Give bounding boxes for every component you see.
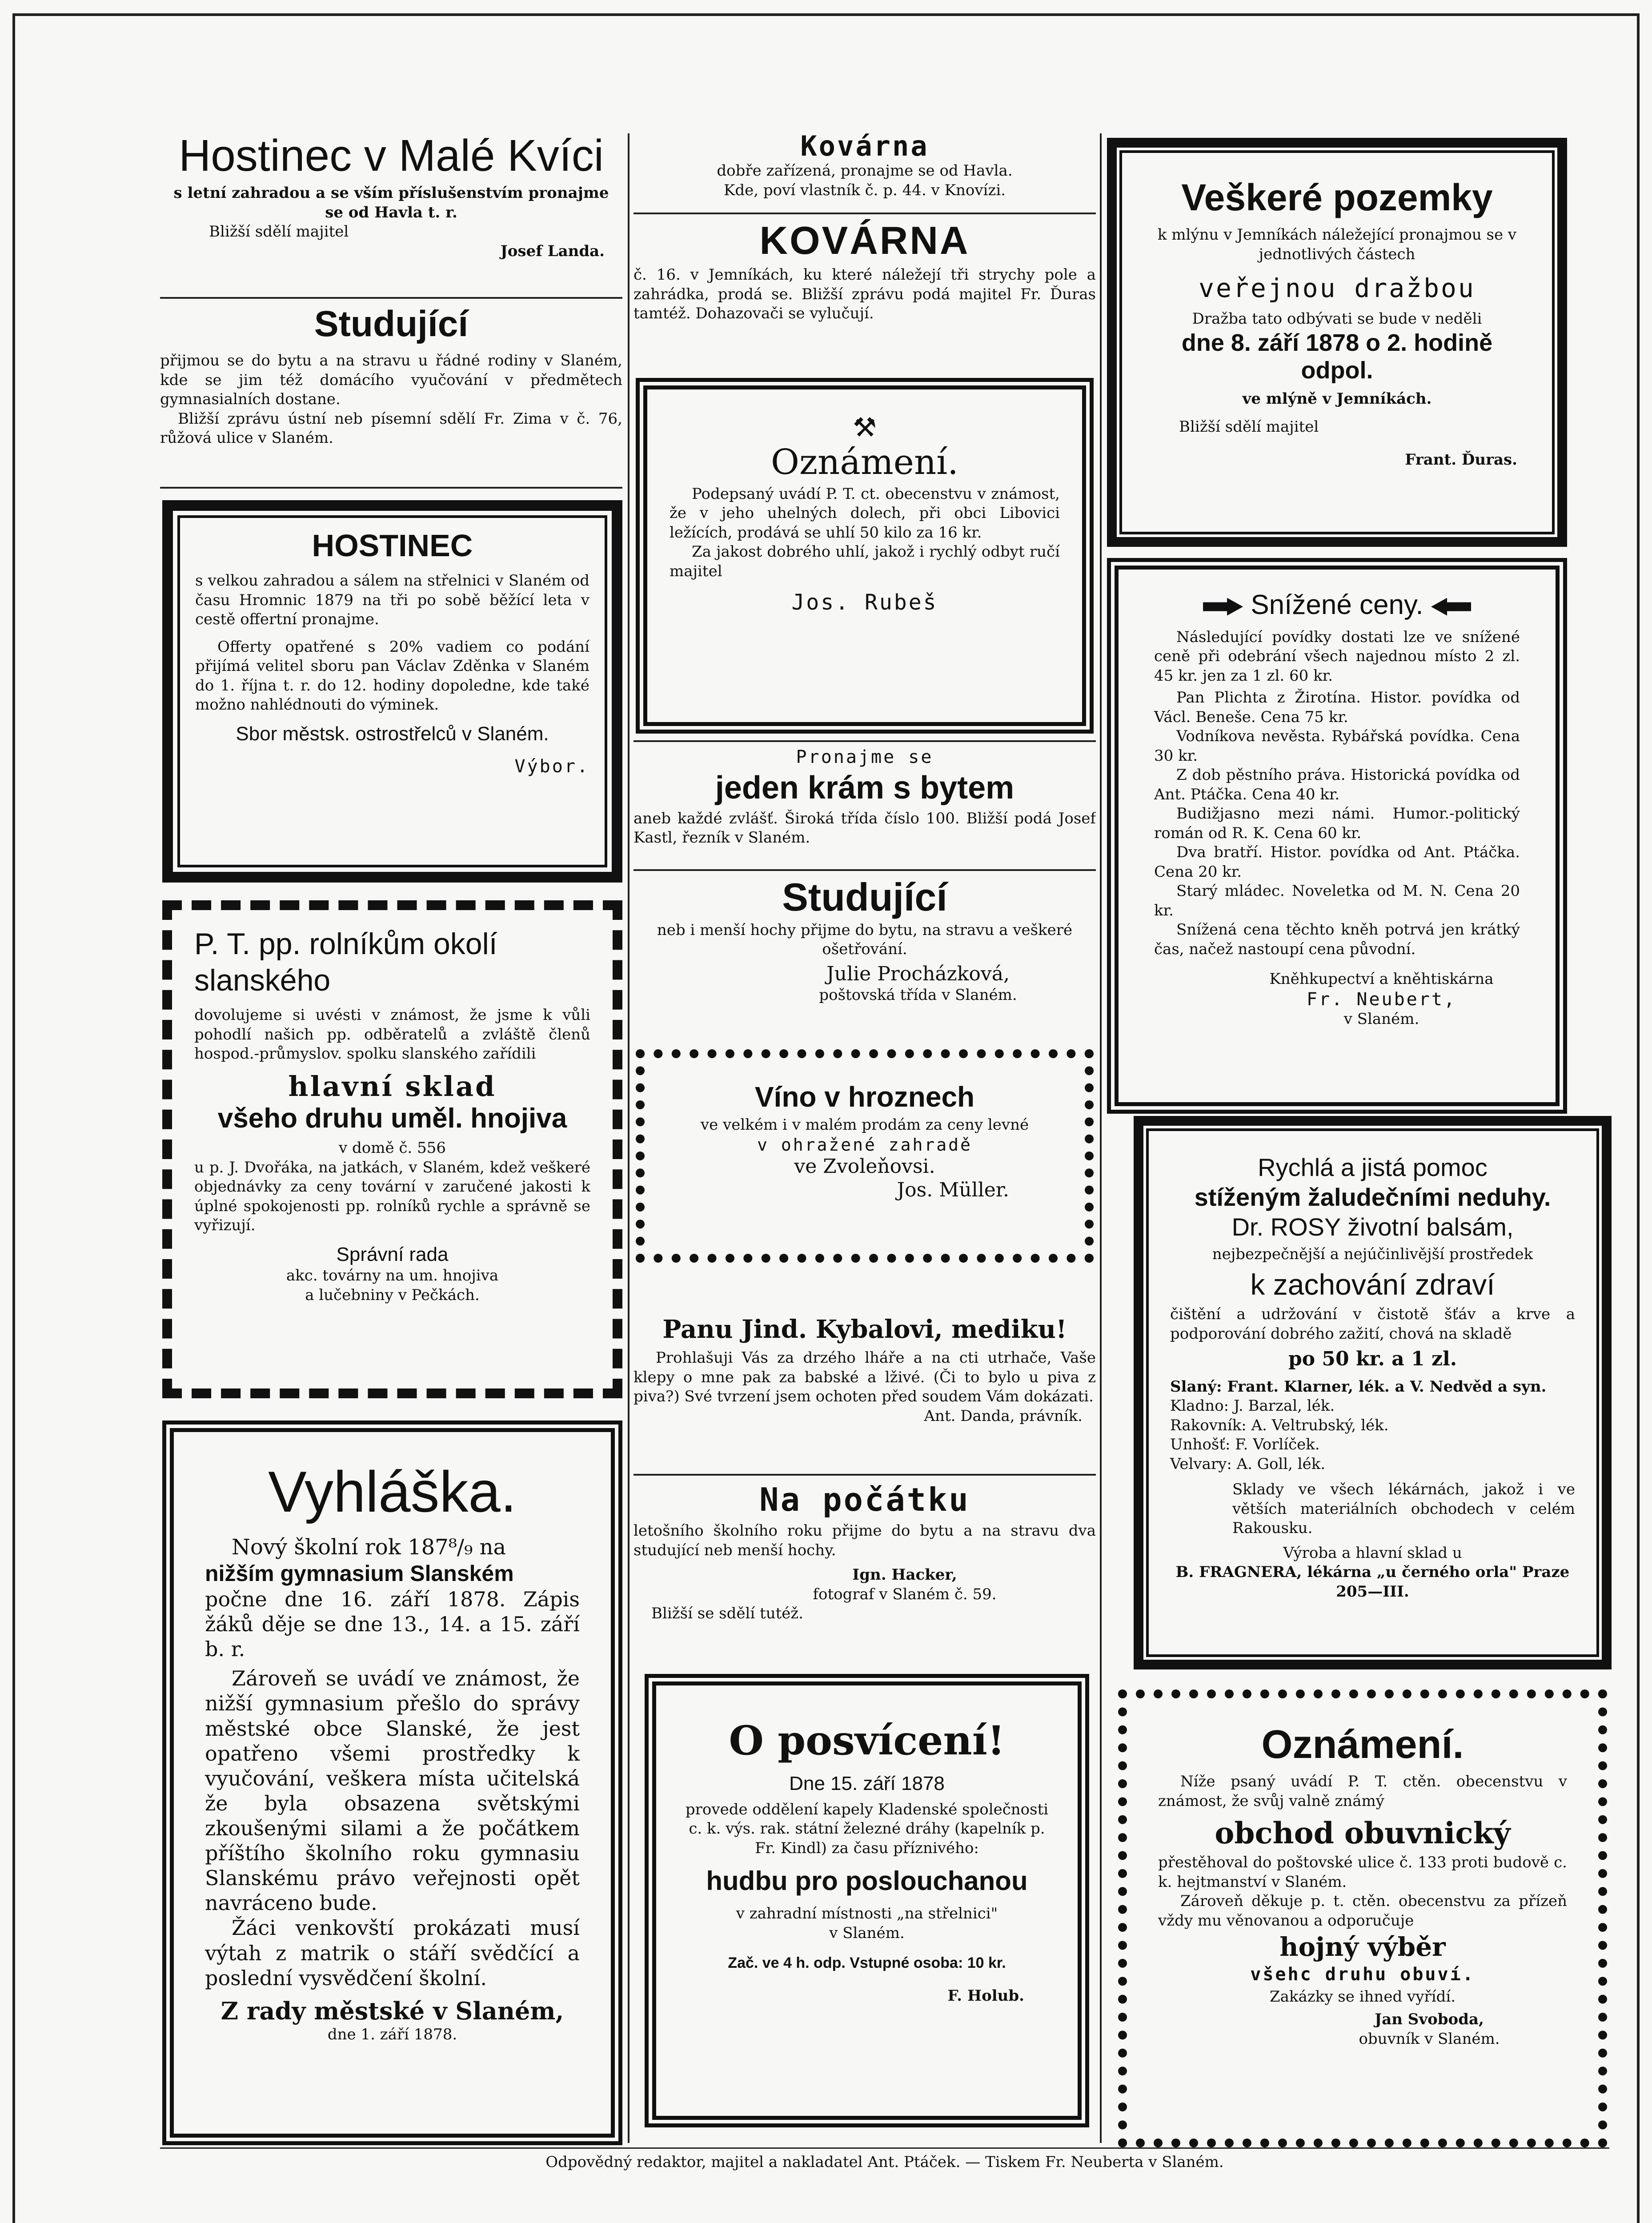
- ad-text: Následující povídky dostati lze ve snížené ceně při odebrání všech najednou místo 2 zl. 45 kr. jen za 1 zl. 60 kr.: [1154, 628, 1520, 685]
- ad-signature: Frant. Ďuras.: [1405, 450, 1517, 469]
- column-rule-2: [1100, 133, 1102, 2143]
- ad-title: Kovárna: [800, 131, 929, 162]
- ad-signature: Výbor.: [514, 756, 589, 777]
- depot-item: Velvary: A. Goll, lék.: [1170, 1455, 1326, 1473]
- ad-text: k mlýnu v Jemníkách náležející pronajmou se v jednotlivých částech: [1157, 226, 1517, 263]
- divider: [160, 297, 622, 299]
- ad-title: stíženým žaludečními neduhy.: [1194, 1183, 1551, 1212]
- ad-text: aneb každé zvlášť. Široká třída číslo 100. Bližší podá Josef Kastl, řezník v Slaném.: [634, 809, 1096, 847]
- footer-imprint: Odpovědný redaktor, majitel a nakladatel Ant. Ptáček. — Tiskem Fr. Neuberta v Slaném.: [545, 2153, 1224, 2171]
- divider: [634, 869, 1096, 871]
- ad-line: Pronajme se: [796, 747, 934, 767]
- ad-date: dne 8. září 1878 o 2. hodině odpol.: [1181, 329, 1493, 384]
- ad-date: dne 1. září 1878.: [327, 2025, 457, 2043]
- ad-title: [1154, 587, 1520, 623]
- ad-signature: Jos. Rubeš: [791, 590, 938, 615]
- ad-line: dobře zařízená, pronajme se od Havla.: [717, 162, 1013, 180]
- ad-signature: Ant. Danda, právník.: [924, 1407, 1083, 1425]
- ad-text: Sklady ve všech lékárnách, jakož i ve větších materiálních obchodech v celém Rakousku.: [1232, 1481, 1575, 1537]
- ad-text: počne dne 16. září 1878. Zápis žáků děje se dne 13., 14. a 15. září b. r.: [205, 1587, 580, 1661]
- ad-hostinec-male-kvici: [160, 131, 622, 291]
- depot-item: Slaný: Frant. Klarner, lék. a V. Nedvěd a syn.: [1170, 1377, 1547, 1396]
- ad-studujici-2: [634, 874, 1096, 1036]
- ad-signature: Josef Landa.: [500, 242, 605, 260]
- ad-title: Studující: [782, 875, 947, 919]
- ad-rubes: [636, 378, 1094, 734]
- ad-signature: a lučebniny v Pečkách.: [305, 1286, 480, 1304]
- ad-heading: hojný výběr: [1279, 1932, 1446, 1962]
- ad-signature: Fr. Neubert,: [1307, 989, 1456, 1010]
- ad-line: s letní zahradou a se vším příslušenstvím pronajme: [173, 184, 609, 202]
- ad-signature: Jan Svoboda,: [1375, 2010, 1484, 2029]
- divider: [634, 1474, 1096, 1476]
- book-item: Vodníkova nevěsta. Rybářská povídka. Cena 30 kr.: [1154, 727, 1520, 765]
- ad-signature: v Slaném.: [1343, 1010, 1419, 1028]
- ad-text: Nový školní rok 187⁸/₉ na: [232, 1534, 506, 1560]
- ad-place: ve mlýně v Jemníkách.: [1242, 389, 1432, 408]
- ad-title: O posvícení!: [729, 1717, 1005, 1764]
- ad-text: Zároveň se uvádí ve známost, že nižší gymnasium přešlo do správy městské obce Slanské, že jest opatřeno všemi prostředky k vyučování, veškera místa učitelská že byla obsazena světskými zkoušenými silami a že počátkem příštího školního roku gymnasiu Slanskému právo veřejnosti opět navráceno bude.: [205, 1666, 580, 1915]
- ad-title-text: Snížené ceny.: [1251, 590, 1423, 620]
- divider: [160, 487, 622, 489]
- ad-heading: k zachování zdraví: [1250, 1268, 1495, 1301]
- pointing-hand-icon: [1203, 598, 1243, 616]
- ad-title: Hostinec v Malé Kvíci: [179, 131, 604, 181]
- ad-pozemky: [1107, 138, 1567, 547]
- ad-balsam: [1134, 1116, 1612, 1669]
- book-item: Dva bratří. Histor. povídka od Ant. Ptáčka. Cena 20 kr.: [1154, 843, 1520, 881]
- ad-title: Oznámení.: [771, 442, 958, 482]
- ad-text: neb i menší hochy přijme do bytu, na stravu a veškeré ošetřování.: [657, 921, 1073, 959]
- ad-heading: všehc druhu obuví.: [1250, 1964, 1475, 1985]
- ad-line: ve Zvoleňovsi.: [794, 1155, 935, 1178]
- ad-title: Víno v hroznech: [754, 1081, 975, 1113]
- ad-heading: hudbu pro poslouchanou: [706, 1866, 1028, 1896]
- ad-text: dovolujeme si uvésti v známost, že jsme k vůli pohodlí našich pp. odběratelů a zvláště členů hospod.-průmyslov. spolku slanského zařídili: [194, 1006, 590, 1063]
- ad-text: Zač. ve 4 h. odp. Vstupné osoba: 10 kr.: [728, 1954, 1006, 1972]
- ad-text: Žáci venkovští prokázati musí výtah z matrik o stáří svědčící a poslední vysvědčení školní.: [205, 1916, 580, 1990]
- hammers-icon: ⚒: [853, 412, 877, 443]
- depot-list: [1170, 1377, 1575, 1474]
- ad-title: Panu Jind. Kybalovi, mediku!: [662, 1315, 1067, 1344]
- book-item: Pan Plichta z Žirotína. Histor. povídka od Václ. Beneše. Cena 75 kr.: [1154, 689, 1520, 726]
- pointing-hand-icon: [1431, 598, 1471, 616]
- ad-price: po 50 kr. a 1 zl.: [1288, 1347, 1457, 1370]
- ad-heading: hlavní sklad: [288, 1070, 497, 1103]
- footer-rule: [160, 2147, 1609, 2149]
- ad-title: Na počátku: [759, 1481, 970, 1518]
- ad-title: HOSTINEC: [312, 528, 473, 563]
- ad-signature: Jos. Müller.: [897, 1179, 1009, 1202]
- ad-heading: všeho druhu uměl. hnojiva: [217, 1103, 567, 1134]
- divider: [634, 740, 1096, 742]
- ad-title: Studující: [314, 304, 469, 344]
- ad-signature: Sbor městsk. ostrostřelců v Slaném.: [236, 722, 549, 745]
- divider: [634, 213, 1096, 214]
- ad-signature: poštovská třída v Slaném.: [819, 986, 1017, 1004]
- ad-title: Rychlá a jistá pomoc: [1258, 1153, 1488, 1181]
- ad-text: Níže psaný uvádí P. T. ctěn. obecenstvu v známost, že svůj valně známý: [1158, 1773, 1567, 1810]
- ad-heading: veřejnou dražbou: [1199, 273, 1476, 304]
- ad-signature: B. FRAGNERA, lékárna „u černého orla" Praze 205—III.: [1175, 1563, 1570, 1601]
- ad-signature: akc. továrny na um. hnojiva: [286, 1267, 499, 1285]
- ad-kybal: [634, 1314, 1096, 1474]
- book-item: Starý mládec. Noveletka od M. N. Cena 20 kr.: [1154, 882, 1520, 919]
- ad-text: s velkou zahradou a sálem na střelnici v Slaném od času Hromnic 1879 na tři po sobě běžící leta v cestě offertní pronajme.: [195, 572, 589, 629]
- ad-text: provede oddělení kapely Kladenské společnosti c. k. výs. rak. státní železné dráhy (kapelník p. Fr. Kindl) za času příznivého:: [685, 1800, 1049, 1857]
- depot-item: Kladno: J. Barzal, lék.: [1170, 1397, 1335, 1415]
- ad-text: Dražba tato odbývati se bude v neděli: [1192, 310, 1482, 328]
- ad-text: přijmou se do bytu a na stravu u řádné rodiny v Slaném, kde se jim též domácího vyučování v předmětech gymnasialních dostane.: [160, 352, 622, 409]
- ad-text: nejbezpečnější a nejúčinlivější prostředek: [1212, 1245, 1533, 1263]
- ad-text: letošního školního roku přijme do bytu a na stravu dva studující neb menší hochy.: [634, 1522, 1096, 1559]
- ad-text: Výroba a hlavní sklad u: [1283, 1544, 1462, 1562]
- ad-signature: F. Holub.: [947, 1986, 1024, 2005]
- ad-text: Bližší se sdělí tutéž.: [651, 1605, 804, 1623]
- ad-heading: obchod obuvnický: [1215, 1816, 1511, 1851]
- ad-posviceni: [645, 1674, 1089, 2127]
- ad-vyhlaska: [162, 1420, 622, 2145]
- ad-title: Oznámení.: [1261, 1722, 1464, 1767]
- ad-line: Bližší sdělí majitel: [209, 223, 349, 241]
- ad-text: u p. J. Dvořáka, na jatkách, v Slaném, kdež veškeré objednávky za ceny tovární v zaručené jakosti k úplné spokojenosti pp. rolníků rychle a správně se vyřizují.: [194, 1158, 590, 1235]
- ad-title: Veškeré pozemky: [1181, 177, 1493, 218]
- ad-rolnikum: [162, 900, 622, 1398]
- ad-signature: Ign. Hacker,: [852, 1566, 957, 1584]
- ad-line: v ohražené zahradě: [757, 1135, 972, 1155]
- ad-text: Snížená cena těchto kněh potrvá jen krátký čas, načež nastoupí cena původní.: [1154, 921, 1520, 958]
- ad-line: Kde, poví vlastník č. p. 44. v Knovízi.: [723, 181, 1006, 199]
- ad-text: Zakázky se ihned vyřídí.: [1269, 1987, 1456, 2006]
- ad-text: v domě č. 556: [339, 1139, 446, 1157]
- ad-title: jeden krám s bytem: [715, 770, 1014, 806]
- ad-signature: Z rady městské v Slaném,: [221, 1996, 564, 2025]
- ad-vino: [636, 1049, 1094, 1263]
- ad-date: Dne 15. září 1878: [789, 1773, 945, 1794]
- depot-item: Unhošť: F. Vorlíček.: [1170, 1436, 1320, 1454]
- ad-text: přestěhoval do poštovské ulice č. 133 proti budově c. k. hejtmanství v Slaném.: [1158, 1854, 1567, 1891]
- ad-text: č. 16. v Jemníkách, ku které náležejí tři strychy pole a zahrádka, prodá se. Bližší zprávu podá majitel Fr. Ďuras tamtéž. Dohazovači se vylučují.: [634, 266, 1096, 323]
- ad-kovarna-jemniky: [634, 218, 1096, 360]
- ad-studujici: [160, 302, 622, 476]
- ad-text: Offerty opatřené s 20% vadiem co podání přijímá velitel sboru pan Václav Zděnka v Slaném do 1. října t. r. do 12. hodiny dopoledne, kde také možno nahlédnouti do výminek.: [195, 638, 589, 714]
- ad-text: Bližší sdělí majitel: [1179, 418, 1319, 436]
- ad-signature: Julie Procházková,: [826, 962, 1010, 985]
- book-list: [1154, 688, 1520, 920]
- ad-title: Dr. ROSY životní balsám,: [1231, 1213, 1514, 1241]
- ad-text: Za jakost dobrého uhlí, jakož i rychlý odbyt ručí majitel: [670, 543, 1060, 580]
- ad-text: Bližší zprávu ústní neb písemní sdělí Fr. Zima v č. 76, růžová ulice v Slaném.: [160, 409, 622, 447]
- ad-title: KOVÁRNA: [759, 218, 970, 262]
- ad-text: nižším gymnasium Slanském: [205, 1561, 514, 1586]
- ad-title: Vyhláška.: [268, 1459, 517, 1524]
- ad-kovarna-knovize: [634, 131, 1096, 211]
- ad-text: Zároveň děkuje p. t. ctěn. obecenstvu za přízeň vždy mu věnovanou a odporučuje: [1158, 1892, 1567, 1930]
- column-rule-1: [628, 133, 630, 2143]
- ad-signature: obuvník v Slaném.: [1359, 2030, 1500, 2048]
- ad-snizene-ceny: [1107, 558, 1567, 1114]
- book-item: Budižjasno mezi námi. Humor.-politický román od R. K. Cena 60 kr.: [1154, 805, 1520, 842]
- ad-title: P. T. pp. rolníkům okolí slanského: [194, 927, 497, 997]
- ad-signature: Správní rada: [336, 1243, 449, 1265]
- ad-kram: [634, 747, 1096, 871]
- ad-text: v Slaném.: [829, 1924, 905, 1942]
- ad-line: se od Havla t. r.: [325, 203, 457, 221]
- ad-line: ve velkém i v malém prodám za ceny levné: [700, 1116, 1029, 1134]
- ad-na-pocatku: [634, 1481, 1096, 1649]
- ad-text: Podepsaný uvádí P. T. ct. obecenstvu v známost, že v jeho uhelných dolech, při obci Libovici ležících, prodává se uhlí 50 kilo za 16 kr.: [670, 485, 1060, 542]
- book-item: Z dob pěstního práva. Historická povídka od Ant. Ptáčka. Cena 40 kr.: [1154, 766, 1520, 803]
- ad-signature: Kněhkupectví a kněhtiskárna: [1269, 970, 1494, 988]
- ad-text: v zahradní místnosti „na střelnici": [736, 1905, 998, 1923]
- depot-item: Rakovník: A. Veltrubský, lék.: [1170, 1416, 1389, 1434]
- ad-text: Prohlašuji Vás za drzého lháře a na cti utrhače, Vaše klepy o mne pak za babské a lživé. (Či to bylo u piva z piva?) Své tvrzení jsem ochoten před soudem Vám dokázati.: [634, 1349, 1096, 1406]
- ad-hostinec-strelnice: [162, 500, 622, 883]
- ad-text: čištění a udržování v čistotě šťáv a krve a podporování dobrého zažití, chová na skladě: [1170, 1305, 1575, 1343]
- ad-obuvnicky: [1118, 1689, 1607, 2147]
- ad-signature: fotograf v Slaném č. 59.: [813, 1585, 997, 1603]
